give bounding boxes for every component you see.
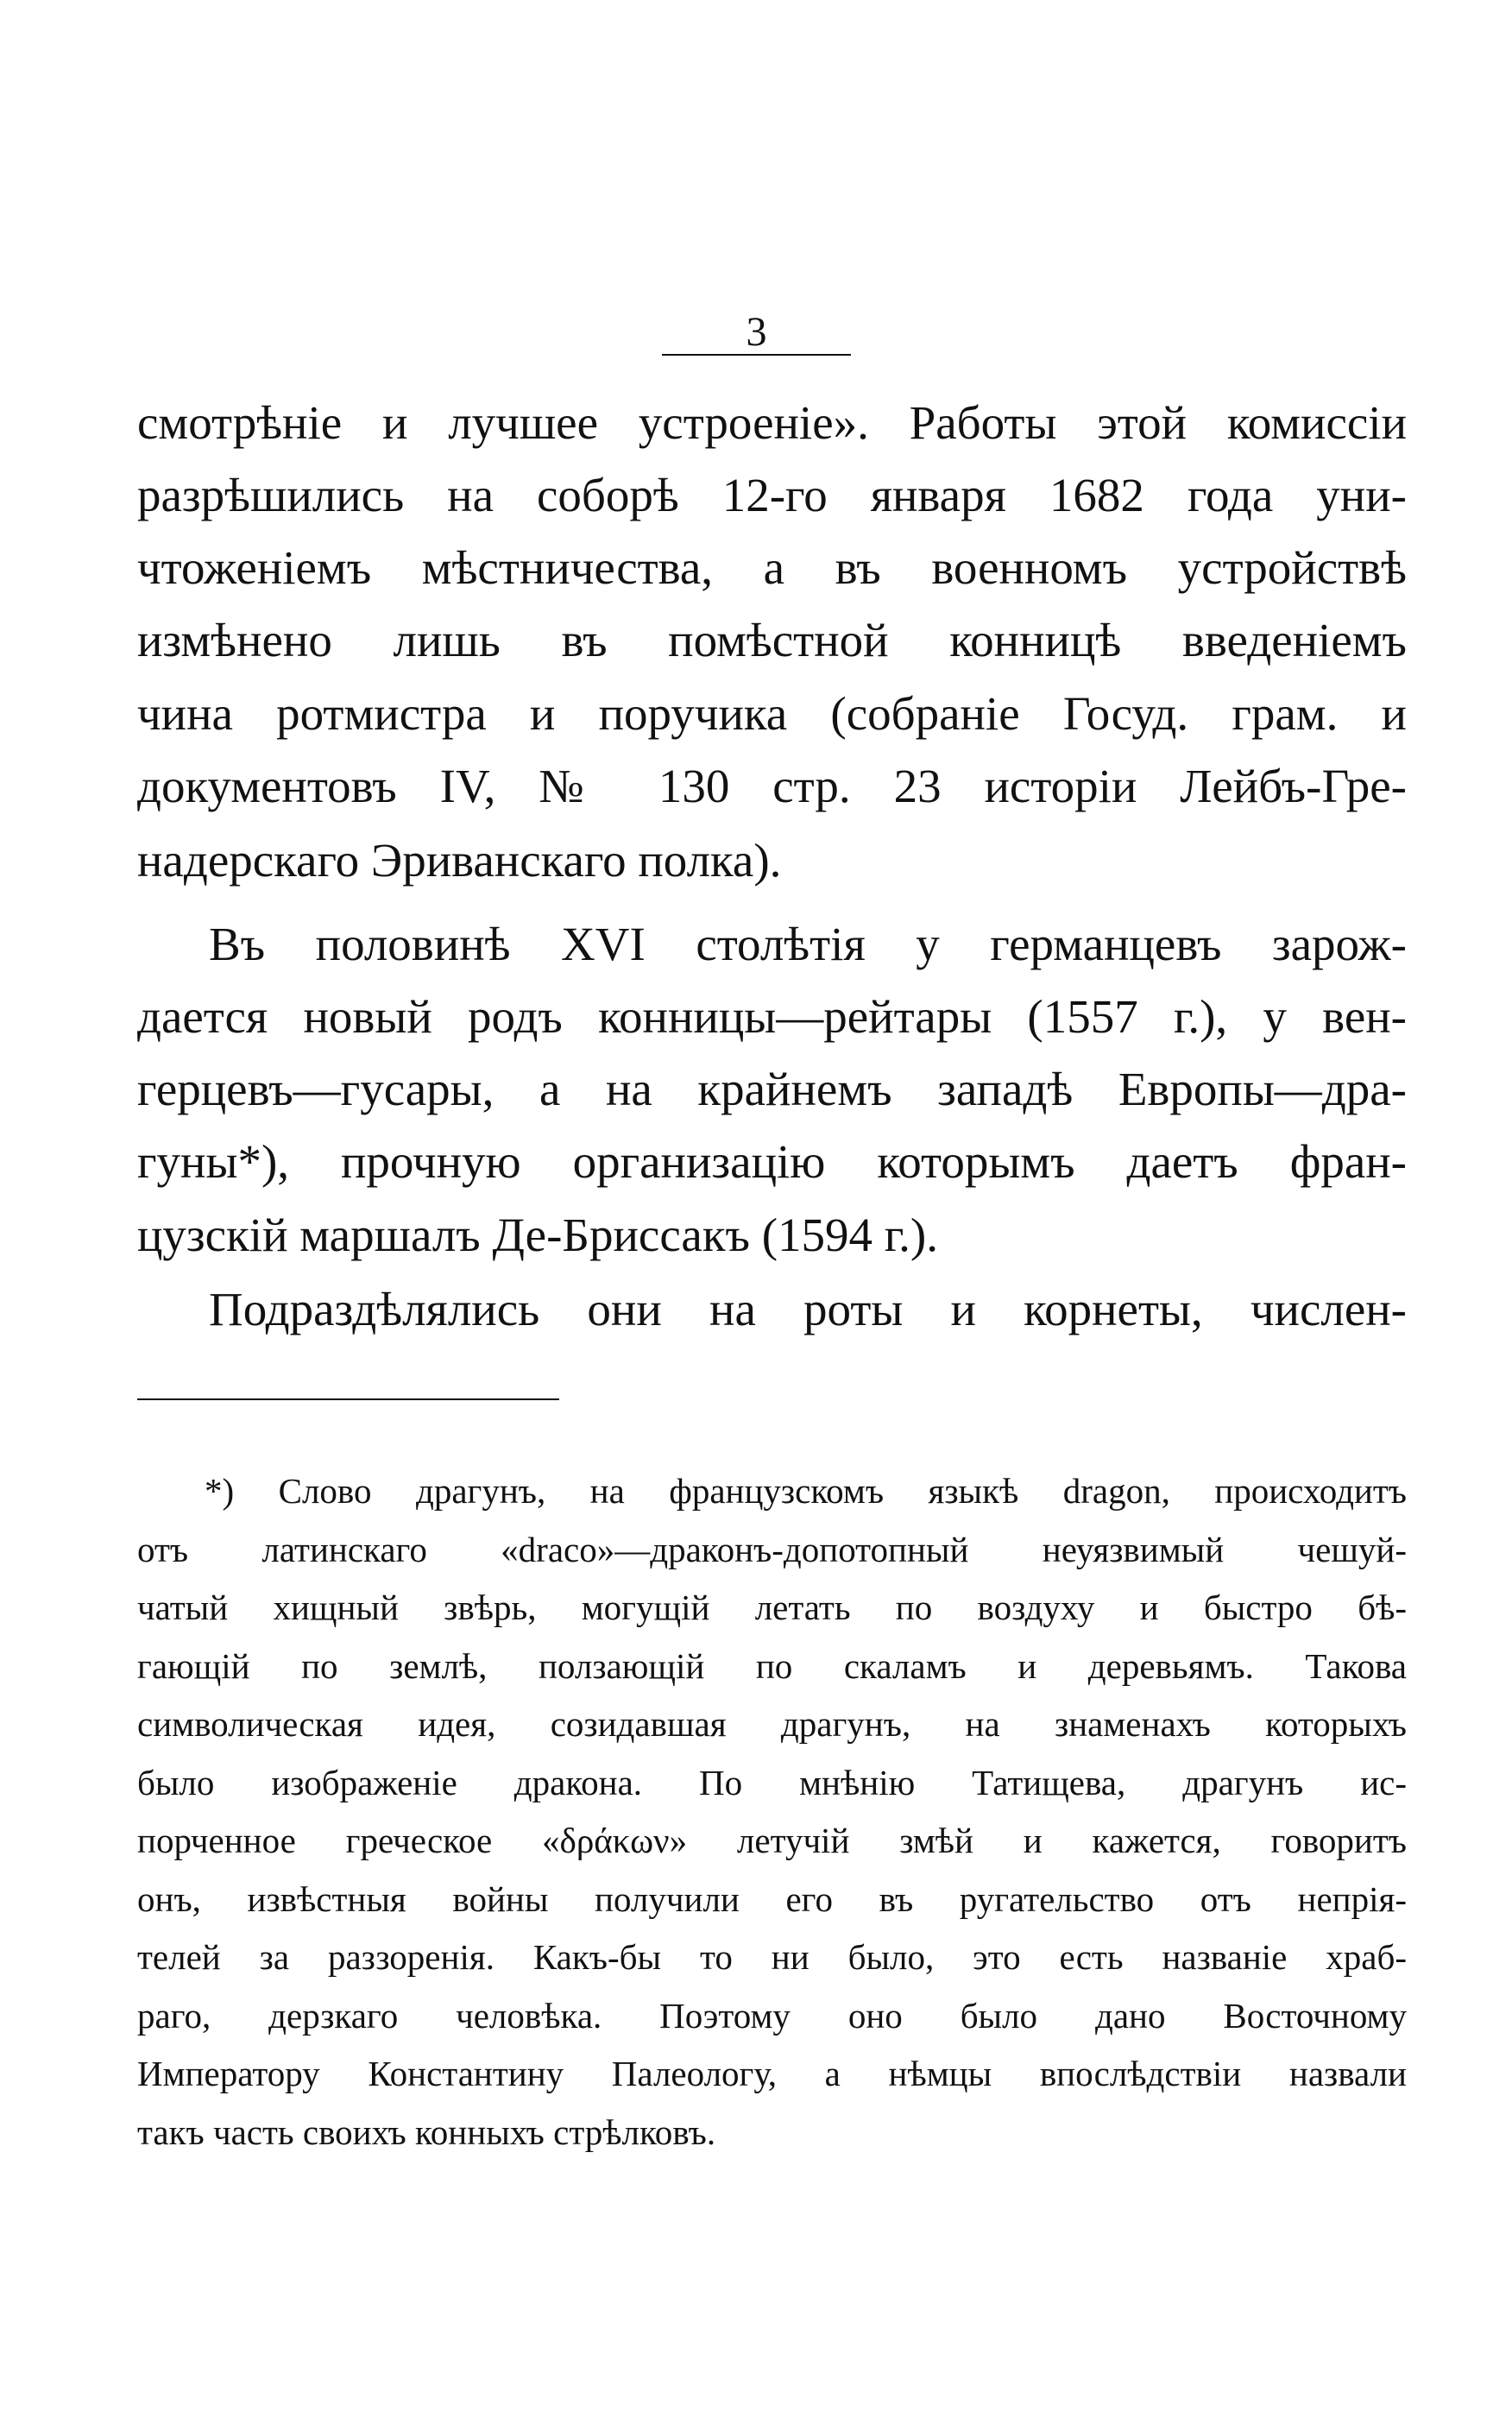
footnote-line: отъ латинскаго «draco»—драконъ-допотопный неуязвимый чешуй- xyxy=(137,1530,1407,1569)
footnote-line: гающій по землѣ, ползающій по скаламъ и деревьямъ. Такова xyxy=(137,1646,1407,1686)
footnote-line: было изображеніе дракона. По мнѣнію Татищева, драгунъ ис- xyxy=(137,1763,1407,1802)
page-number: 3 xyxy=(662,311,851,356)
footnote-line: порченное греческое «δράκων» летучій змѣй и кажется, говоритъ xyxy=(137,1821,1407,1860)
footnote-line: Императору Константину Палеологу, а нѣмцы впослѣдствіи назвали xyxy=(137,2054,1407,2093)
footnote-line: раго, дерзкаго человѣка. Поэтому оно было дано Восточному xyxy=(137,1996,1407,2036)
footnote-line: *) Слово драгунъ, на французскомъ языкѣ dragon, происходитъ xyxy=(205,1471,1407,1511)
text-line: чтоженіемъ мѣстничества, а въ военномъ устройствѣ xyxy=(137,541,1407,594)
footnote-line: символическая идея, созидавшая драгунъ, на знаменахъ которыхъ xyxy=(137,1704,1407,1744)
text-line: Подраздѣлялись они на роты и корнеты, числен- xyxy=(209,1283,1407,1335)
text-line: разрѣшились на соборѣ 12-го января 1682 года уни- xyxy=(137,469,1407,521)
footnote-line: такъ часть своихъ конныхъ стрѣлковъ. xyxy=(137,2112,716,2152)
footnote-rule xyxy=(137,1398,559,1400)
text-line: смотрѣніе и лучшее устроеніе». Работы этой комиссіи xyxy=(137,396,1407,449)
text-line: цузскій маршалъ Де-Бриссакъ (1594 г.). xyxy=(137,1209,938,1261)
text-line: Въ половинѣ XVI столѣтія у германцевъ зарож- xyxy=(209,918,1407,970)
footnote-line: телей за раззоренія. Какъ-бы то ни было, это есть названіе храб- xyxy=(137,1937,1407,1977)
text-line: дается новый родъ конницы—рейтары (1557 г.), у вен- xyxy=(137,990,1407,1043)
text-line: измѣнено лишь въ помѣстной конницѣ введеніемъ xyxy=(137,614,1407,666)
text-line: документовъ IV, № 130 стр. 23 исторіи Лейбъ-Гре- xyxy=(137,760,1407,812)
text-line: чина ротмистра и поручика (собраніе Госуд. грам. и xyxy=(137,687,1407,740)
footnote-line: чатый хищный звѣрь, могущій летать по воздуху и быстро бѣ- xyxy=(137,1588,1407,1627)
text-line: надерскаго Эриванскаго полка). xyxy=(137,834,782,887)
text-line: гуны*), прочную организацію которымъ даетъ фран- xyxy=(137,1135,1407,1188)
footnote-line: онъ, извѣстныя войны получили его въ ругательство отъ непрія- xyxy=(137,1879,1407,1919)
text-line: герцевъ—гусары, а на крайнемъ западѣ Европы—дра- xyxy=(137,1063,1407,1115)
